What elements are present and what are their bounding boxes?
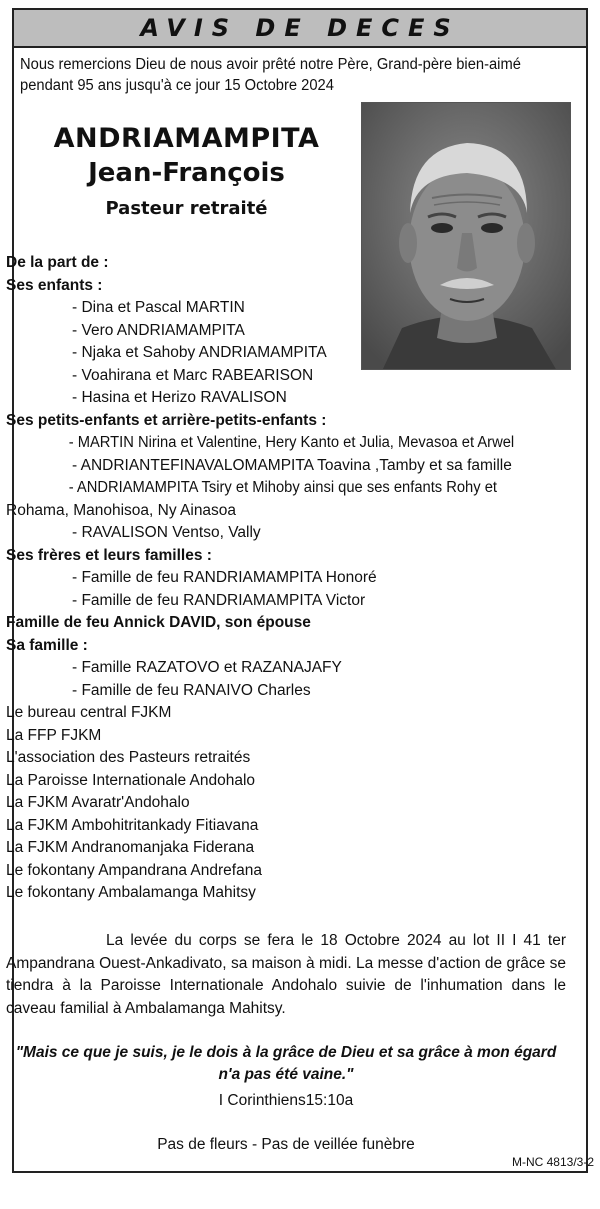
list-item: - Famille de feu RANDRIAMAMPITA Honoré [72,569,377,586]
notice-title: AVIS DE DECES [140,14,460,42]
intro-text: Nous remercions Dieu de nous avoir prêté notre Père, Grand-père bien-aimé pendant 95 ans jusqu'à ce jour 15 Octobre 2024 [20,56,521,94]
deceased-firstname: Jean-François [88,158,285,188]
spouse-family: Famille de feu Annick DAVID, son épouse [6,614,311,631]
children-heading: Ses enfants : [6,276,103,294]
list-item: - Njaka et Sahoby ANDRIAMAMPITA [72,344,327,361]
organization-item: La FJKM Andranomanjaka Fiderana [6,839,255,856]
deceased-surname: ANDRIAMAMPITA [53,123,320,154]
organization-item: La Paroisse Internationale Andohalo [6,771,256,789]
funeral-details: La levée du corps se fera le 18 Octobre 2024 au lot II I 41 ter Ampandrana Ouest-Ankadivato, sa maison à midi. La messe d'action de grâce se tiendra à la Paroisse Internationale Andohalo suivie de l'inhumation dans le caveau familial à Ambalamanga Mahitsy. [6,932,566,1017]
family-list [6,252,566,905]
list-item: - ANDRIANTEFINAVALOMAMPITA Toavina ,Tamby et sa famille [72,456,512,474]
siblings-heading: Ses frères et leurs familles : [6,546,212,564]
quote-reference: I Corinthiens15:10a [218,1092,354,1109]
list-item: Rohama, Manohisoa, Ny Ainasoa [6,501,237,519]
list-item: - Famille de feu RANAIVO Charles [72,681,311,699]
list-item: - ANDRIAMAMPITA Tsiry et Mihoby ainsi que ses enfants Rohy et [68,479,497,496]
list-item: - Vero ANDRIAMAMPITA [72,321,245,339]
family-heading: Sa famille : [6,636,88,654]
reference-code: M-NC 4813/3-2 [511,1155,594,1169]
organization-item: Le fokontany Ampandrana Andrefana [6,861,262,879]
list-item: - Hasina et Herizo RAVALISON [72,389,287,406]
organization-item: Le fokontany Ambalamanga Mahitsy [6,884,256,901]
header-bar [14,10,586,48]
list-item: - MARTIN Nirina et Valentine, Hery Kanto et Julia, Mevasoa et Arwel [68,434,515,451]
list-item: - Voahirana et Marc RABEARISON [72,366,314,384]
organization-item: L'association des Pasteurs retraités [6,749,251,766]
list-item: - Famille RAZATOVO et RAZANAJAFY [72,659,342,676]
list-item: - RAVALISON Ventso, Vally [72,524,261,541]
organization-item: Le bureau central FJKM [6,704,172,721]
bible-quote: "Mais ce que je suis, je le dois à la grâce de Dieu et sa grâce à mon égard n'a pas été vaine." [15,1044,557,1083]
grandchildren-heading: Ses petits-enfants et arrière-petits-enfants : [6,411,327,429]
deceased-title: Pasteur retraité [105,198,268,219]
list-item: - Dina et Pascal MARTIN [72,299,245,316]
organization-item: La FJKM Avaratr'Andohalo [6,794,190,811]
closing-note: Pas de fleurs - Pas de veillée funèbre [157,1136,415,1153]
from-label: De la part de : [6,254,109,271]
deceased-name-block [14,122,359,224]
organization-item: La FFP FJKM [6,726,102,744]
organization-item: La FJKM Ambohitritankady Fitiavana [6,816,259,834]
list-item: - Famille de feu RANDRIAMAMPITA Victor [72,591,366,609]
